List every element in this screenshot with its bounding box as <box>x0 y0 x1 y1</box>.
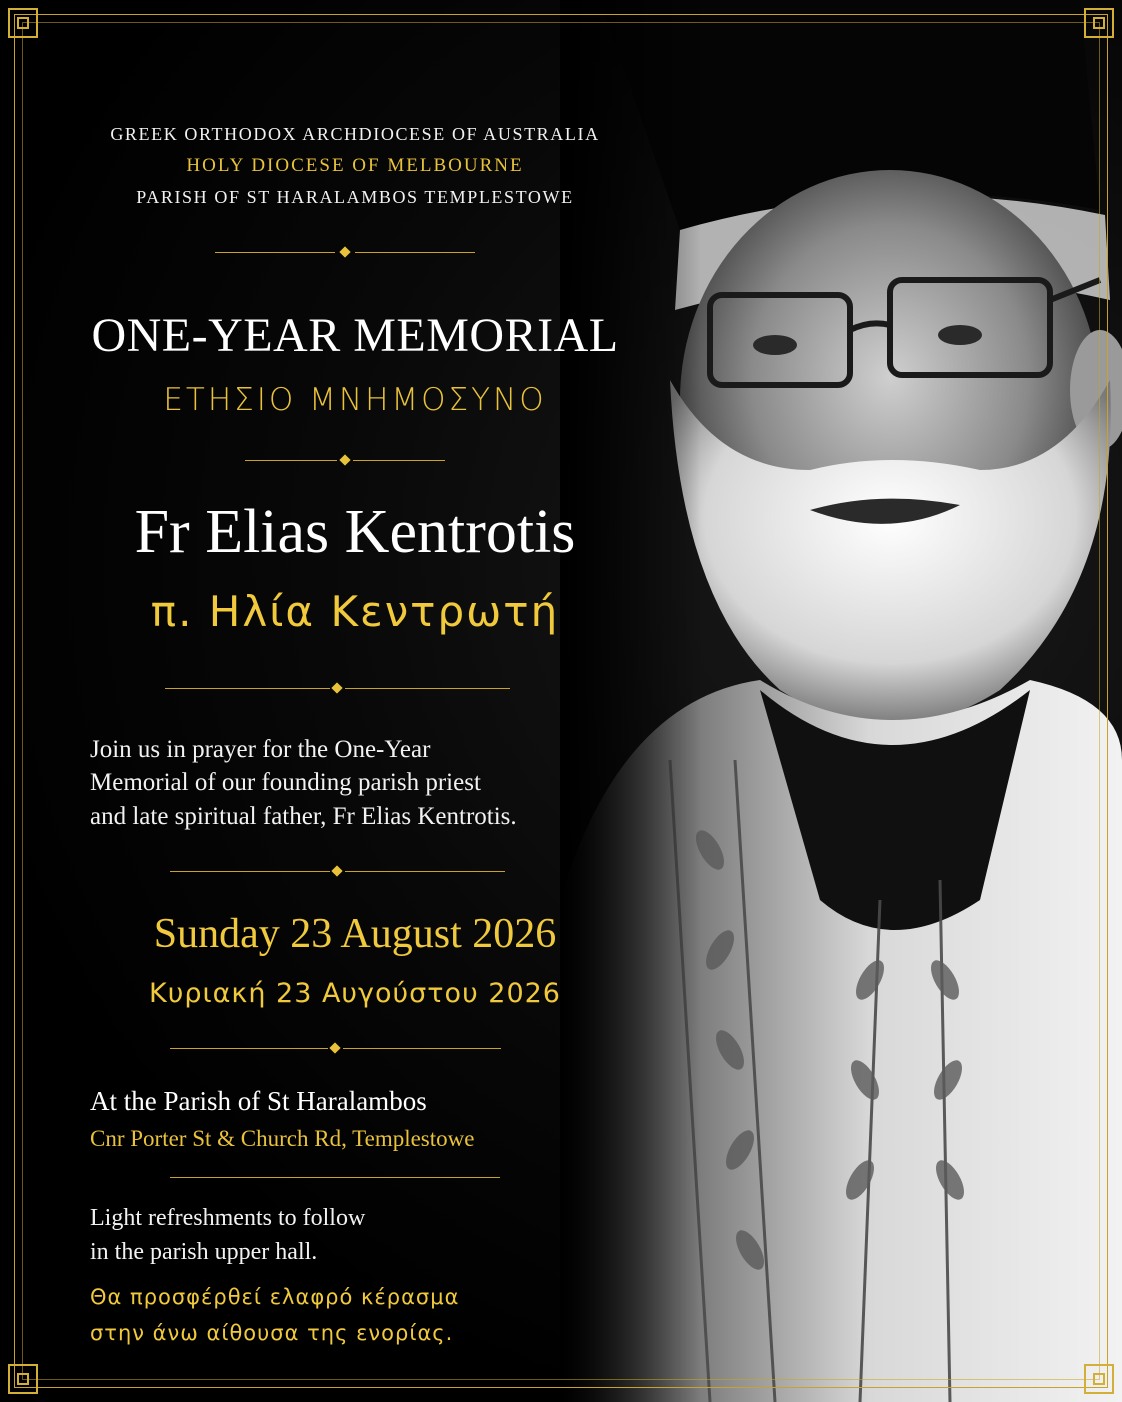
venue-name: At the Parish of St Haralambos <box>90 1086 427 1116</box>
frame-corner-ornament <box>8 1364 38 1394</box>
frame-corner-ornament <box>8 8 38 38</box>
memorial-title-greek: ΕΤΗΣΙΟ ΜΝΗΜΟΣΥΝΟ <box>163 382 547 418</box>
divider <box>165 683 510 695</box>
refreshments-line-greek: στην άνω αίθουσα της ενορίας. <box>90 1320 454 1345</box>
refreshments-line: Light refreshments to follow <box>90 1205 366 1231</box>
frame-corner-ornament <box>1084 8 1114 38</box>
invitation-text <box>90 733 650 833</box>
divider <box>245 455 445 467</box>
frame-corner-ornament <box>1084 1364 1114 1394</box>
invitation-line: Memorial of our founding parish priest <box>90 769 481 797</box>
divider <box>170 1172 500 1184</box>
invitation-line: Join us in prayer for the One-Year <box>90 736 431 763</box>
refreshments-line-greek: Θα προσφέρθεί ελαφρό κέρασμα <box>90 1285 460 1309</box>
refreshments-text <box>90 1202 650 1269</box>
venue-address: Cnr Porter St & Church Rd, Templestowe <box>90 1126 475 1151</box>
divider <box>170 1043 500 1055</box>
invitation-line: and late spiritual father, Fr Elias Kentrotis. <box>90 802 517 830</box>
memorial-date: Sunday 23 August 2026 <box>153 911 557 957</box>
archdiocese-heading: GREEK ORTHODOX ARCHDIOCESE OF AUSTRALIA <box>110 124 600 144</box>
deceased-name-greek: π. Ηλία Κεντρωτή <box>150 587 560 636</box>
memorial-title: ONE-YEAR MEMORIAL <box>91 309 619 362</box>
refreshments-text-greek <box>90 1280 650 1351</box>
memorial-date-greek: Κυριακή 23 Αυγούστου 2026 <box>149 978 561 1009</box>
diocese-heading: HOLY DIOCESE OF MELBOURNE <box>186 155 524 176</box>
deceased-name: Fr Elias Kentrotis <box>134 498 576 566</box>
parish-heading: PARISH OF ST HARALAMBOS TEMPLESTOWE <box>136 187 574 207</box>
refreshments-line: in the parish upper hall. <box>90 1238 318 1265</box>
divider <box>170 866 505 878</box>
divider <box>215 247 475 259</box>
